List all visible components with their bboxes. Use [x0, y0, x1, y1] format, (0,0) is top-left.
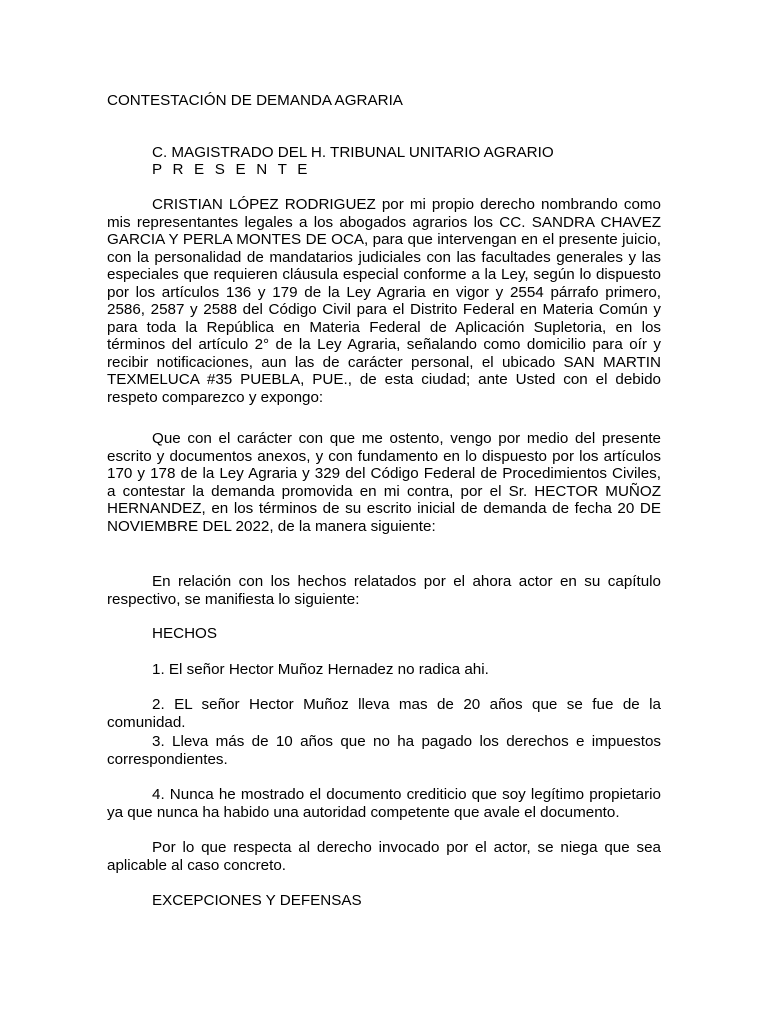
hecho-item — [107, 733, 661, 768]
response-paragraph-text: Que con el carácter con que me ostento, vengo por medio del presente escrito y documentos anexos, y con fundamento en lo dispuesto por los artículos 170 y 178 de la Ley Agraria y 329 del Código Federal de Procedimientos Civiles, a contestar la demanda promovida en mi contra, por el Sr. HECTOR MUÑOZ HERNANDEZ, en los términos de su escrito inicial de demanda de fecha 20 DE NOVIEMBRE DEL 2022, de la manera siguiente: — [107, 430, 661, 535]
law-paragraph-text: Por lo que respecta al derecho invocado por el actor, se niega que sea aplicable al caso concreto. — [107, 839, 661, 874]
hecho-item-text: 1. El señor Hector Muñoz Hernadez no radica ahi. — [152, 661, 489, 678]
exceptions-heading: EXCEPCIONES Y DEFENSAS — [152, 892, 362, 909]
facts-intro-paragraph — [107, 573, 661, 608]
hecho-item-text: 4. Nunca he mostrado el documento crediticio que soy legítimo propietario ya que nunca ha habido una autoridad competente que avale el documento. — [107, 786, 661, 821]
facts-intro-text: En relación con los hechos relatados por el ahora actor en su capítulo respectivo, se manifiesta lo siguiente: — [107, 573, 661, 608]
law-paragraph — [107, 839, 661, 874]
hecho-item — [107, 696, 661, 731]
document-title: CONTESTACIÓN DE DEMANDA AGRARIA — [107, 92, 403, 109]
presente-heading: P R E S E N T E — [152, 161, 311, 178]
intro-paragraph-text: CRISTIAN LÓPEZ RODRIGUEZ por mi propio derecho nombrando como mis representantes legales a los abogados agrarios los CC. SANDRA CHAVEZ GARCIA Y PERLA MONTES DE OCA, para que intervengan en el presente juicio, con la personalidad de mandatarios judiciales con las facultades generales y las especiales que requieren cláusula especial conforme a la Ley, según lo dispuesto por los artículos 136 y 179 de la Ley Agraria en vigor y 2554 párrafo primero, 2586, 2587 y 2588 del Código Civil para el Distrito Federal en Materia Común y para toda la República en Materia Federal de Aplicación Supletoria, en los términos del artículo 2° de la Ley Agraria, señalando como domicilio para oír y recibir notificaciones, aun las de carácter personal, el ubicado SAN MARTIN TEXMELUCA #35 PUEBLA, PUE., de esta ciudad; ante Usted con el debido respeto comparezco y expongo: — [107, 196, 661, 406]
hecho-item-text: 2. EL señor Hector Muñoz lleva mas de 20 años que se fue de la comunidad. — [107, 696, 661, 731]
intro-paragraph — [107, 196, 661, 406]
hecho-item-text: 3. Lleva más de 10 años que no ha pagado los derechos e impuestos correspondientes. — [107, 733, 661, 768]
addressee: C. MAGISTRADO DEL H. TRIBUNAL UNITARIO AGRARIO — [152, 144, 554, 161]
hechos-heading: HECHOS — [152, 625, 217, 642]
hecho-item — [107, 661, 661, 679]
hecho-item — [107, 786, 661, 821]
response-paragraph — [107, 430, 661, 535]
